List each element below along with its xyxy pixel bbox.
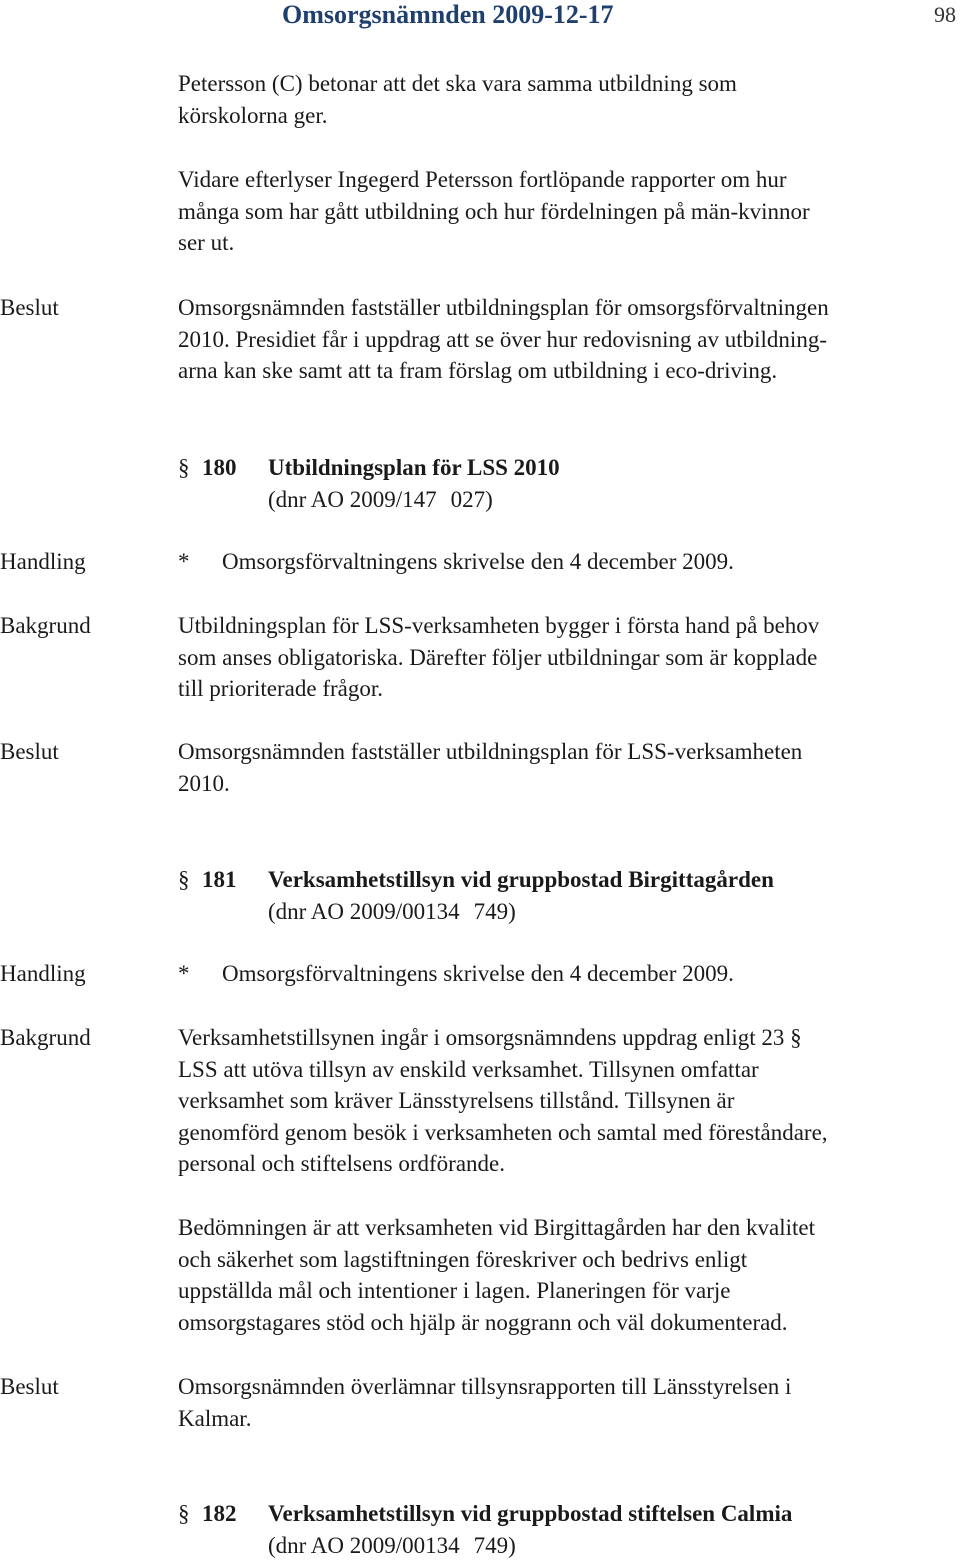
intro-beslut-text [178,292,953,387]
text-line: Kalmar. [178,1405,252,1431]
beslut-label: Beslut [0,295,59,320]
dnr-code: 749) [473,899,516,924]
text-line: 2010. Presidiet får i uppdrag att se över hur redovisning av utbildning- [178,326,827,352]
beslut-label: Beslut [0,739,59,764]
handling-label: Handling [0,549,86,574]
intro-paragraph-2 [178,164,953,259]
text-line: Utbildningsplan för LSS-verksamheten bygger i första hand på behov [178,613,820,638]
section-number: 182 [202,1501,237,1526]
section-title: Verksamhetstillsyn vid gruppbostad Birgittagården [268,867,774,892]
bakgrund-label: Bakgrund [0,613,91,638]
text-line: 2010. [178,770,230,796]
text-line: uppställda mål och intentioner i lagen. Planeringen för varje [178,1278,731,1303]
dnr-code: 027) [450,487,493,512]
section-symbol: § [178,867,190,892]
text-line: till prioriterade frågor. [178,676,384,701]
beslut-label: Beslut [0,1374,59,1399]
handling-text: Omsorgsförvaltningens skrivelse den 4 december 2009. [222,549,734,574]
dnr-code: 749) [473,1533,516,1558]
beslut-text [178,736,953,799]
section-heading-182 [178,1498,792,1530]
bakgrund-text [178,1022,953,1180]
text-line: LSS att utöva tillsyn av enskild verksamhet. Tillsynen omfattar [178,1056,759,1082]
text-line: arna kan ske samt att ta fram förslag om utbildning i eco-driving. [178,358,778,383]
document-header-title: Omsorgsnämnden 2009-12-17 [282,0,614,29]
bedomning-text [178,1212,953,1338]
text-line: som anses obligatoriska. Därefter följer utbildningar som är kopplade [178,644,818,670]
text-line: personal och stiftelsens ordförande. [178,1151,506,1176]
text-line: Omsorgsnämnden fastställer utbildningsplan för LSS-verksamheten [178,739,803,764]
section-heading-181 [178,864,774,896]
text-line: Petersson (C) betonar att det ska vara samma utbildning som [178,71,737,96]
section-symbol: § [178,455,190,480]
text-line: körskolorna ger. [178,102,328,128]
text-line: Vidare efterlyser Ingegerd Petersson fortlöpande rapporter om hur [178,167,787,192]
text-line: verksamhet som kräver Länsstyrelsens tillstånd. Tillsynen är [178,1088,735,1113]
page-number: 98 [934,2,956,27]
dnr-reference: (dnr AO 2009/147 [268,487,437,512]
bakgrund-label: Bakgrund [0,1025,91,1050]
text-line: och säkerhet som lagstiftningen föreskriver och bedrivs enligt [178,1246,748,1272]
handling-label: Handling [0,961,86,986]
section-dnr-182 [268,1530,516,1562]
text-line: Bedömningen är att verksamheten vid Birgittagården har den kvalitet [178,1215,815,1240]
section-number: 181 [202,867,237,892]
handling-text: Omsorgsförvaltningens skrivelse den 4 december 2009. [222,961,734,986]
section-dnr-181 [268,896,516,928]
text-line: Omsorgsnämnden fastställer utbildningsplan för omsorgsförvaltningen [178,295,829,320]
section-heading-180 [178,452,560,484]
handling-bullet: * [178,549,190,574]
beslut-text [178,1371,953,1434]
section-title: Utbildningsplan för LSS 2010 [268,455,560,480]
text-line: omsorgstagares stöd och hjälp är noggrann och väl dokumenterad. [178,1309,788,1335]
section-dnr-180 [268,484,493,516]
text-line: Omsorgsnämnden överlämnar tillsynsrapporten till Länsstyrelsen i [178,1374,792,1399]
bakgrund-text [178,610,953,705]
text-line: Verksamhetstillsynen ingår i omsorgsnämndens uppdrag enligt 23 § [178,1025,802,1050]
intro-paragraph-1 [178,68,953,131]
text-line: många som har gått utbildning och hur fördelningen på män-kvinnor [178,198,810,224]
section-symbol: § [178,1501,190,1526]
section-title: Verksamhetstillsyn vid gruppbostad stiftelsen Calmia [268,1501,793,1526]
text-line: genomförd genom besök i verksamheten och samtal med föreståndare, [178,1119,828,1145]
text-line: ser ut. [178,230,235,255]
dnr-reference: (dnr AO 2009/00134 [268,1533,460,1558]
section-number: 180 [202,455,237,480]
handling-bullet: * [178,961,190,986]
dnr-reference: (dnr AO 2009/00134 [268,899,460,924]
